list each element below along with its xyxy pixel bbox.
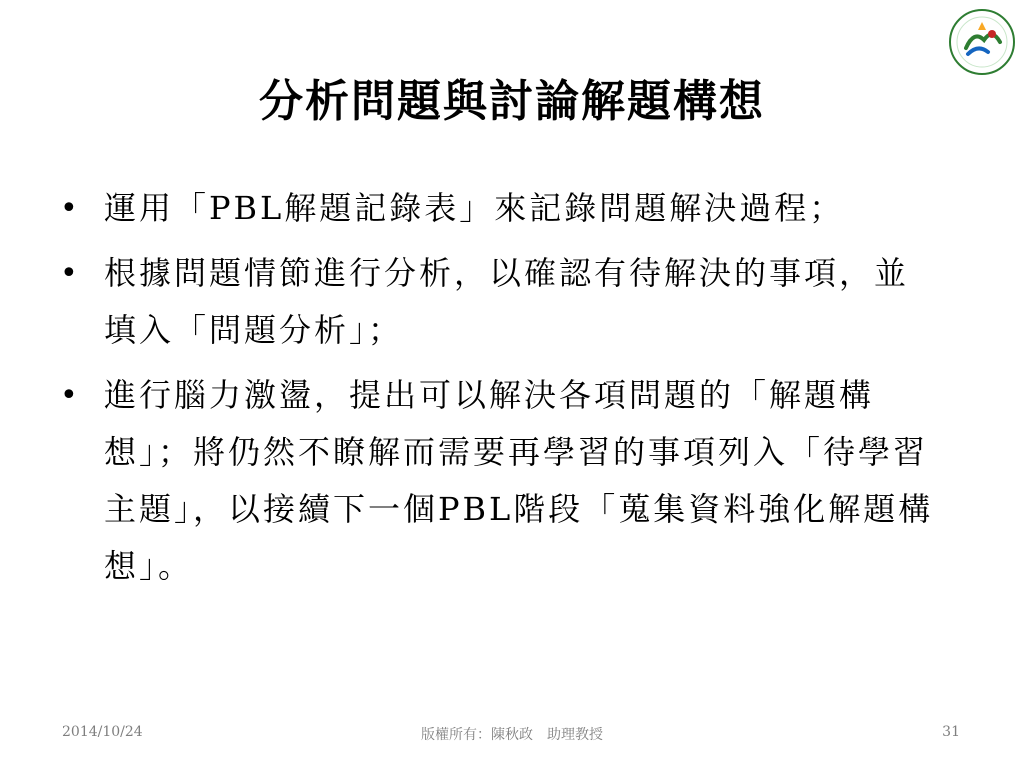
footer-author: 版權所有：陳秋政 助理教授: [421, 727, 603, 743]
bullet-text: 根據問題情節進行分析，以確認有待解決的事項，並填入「問題分析」；: [104, 254, 910, 349]
bullet-dot-icon: •: [60, 256, 81, 291]
bullet-item: [60, 367, 940, 595]
slide-title: 分析問題與討論解題構想: [259, 76, 765, 127]
footer-page-number: 31: [942, 724, 960, 740]
bullet-list: [60, 180, 940, 603]
bullet-dot-icon: •: [60, 191, 81, 226]
footer-date: 2014/10/24: [62, 724, 143, 740]
bullet-dot-icon: •: [60, 378, 81, 413]
bullet-text: 進行腦力激盪，提出可以解決各項問題的「解題構想」；將仍然不瞭解而需要再學習的事項列入「待學習主題」，以接續下一個PBL階段「蒐集資料強化解題構想」。: [104, 376, 934, 585]
bullet-text: 運用「PBL解題記錄表」來記錄問題解決過程；: [104, 189, 845, 227]
bullet-item: [60, 245, 940, 359]
bullet-item: [60, 180, 940, 237]
